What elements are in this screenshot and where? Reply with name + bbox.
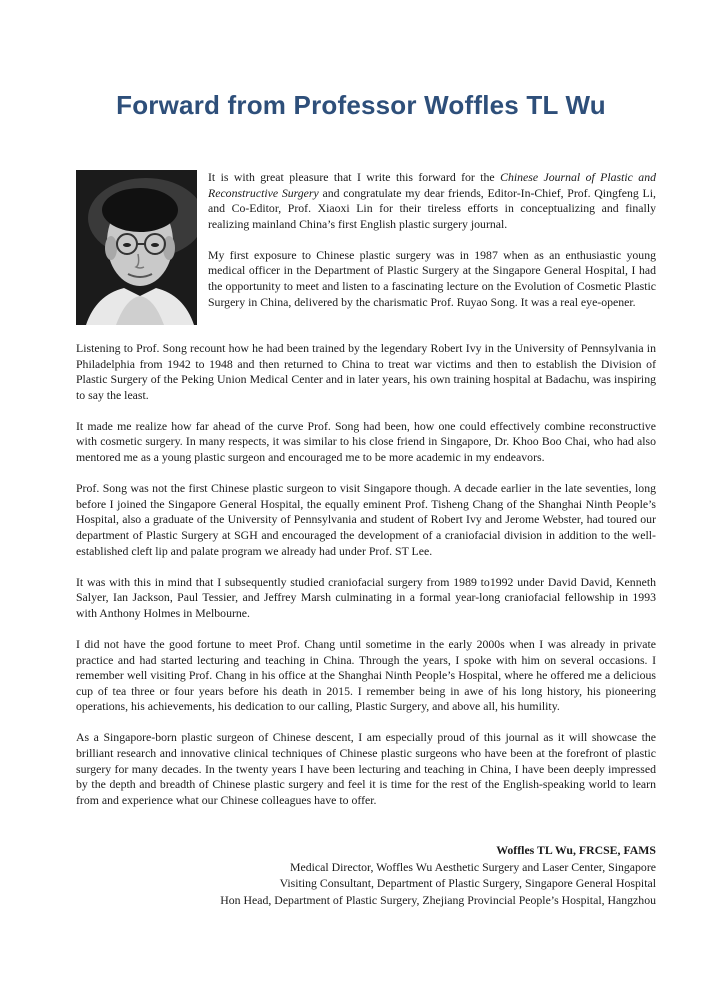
signature-block xyxy=(76,842,656,908)
page-title: Forward from Professor Woffles TL Wu xyxy=(116,90,606,120)
journal-title: Chinese Journal of Plastic and Reconstructive Surgery xyxy=(208,170,656,200)
author-affiliation: Visiting Consultant, Department of Plastic Surgery, Singapore General Hospital xyxy=(279,876,656,890)
paragraph: As a Singapore-born plastic surgeon of Chinese descent, I am especially proud of this journal as it will showcase the brilliant research and innovative clinical techniques of Chinese plastic surgeons who have been at the forefront of plastic surgery for many decades. In the twenty years I have been lecturing and teaching in China, I have been deeply impressed by the depth and breadth of Chinese plastic surgery and feel it is time for the rest of the English-speaking world to learn from and experience what our Chinese colleagues have to offer. xyxy=(76,730,656,807)
intro-text xyxy=(208,170,656,326)
paragraph: My first exposure to Chinese plastic surgery was in 1987 when as an enthusiastic young medical officer in the Department of Plastic Surgery at the Singapore General Hospital, I had the opportunity to meet and listen to a fascinating lecture on the Evolution of Cosmetic Plastic Surgery in China, delivered by the charismatic Prof. Ruyao Song. It was a real eye-opener. xyxy=(208,247,656,309)
main-text xyxy=(76,341,656,824)
paragraph: It was with this in mind that I subsequently studied craniofacial surgery from 1989 to1992 under David David, Kenneth Salyer, Ian Jackson, Paul Tessier, and Jeffrey Marsh culminating in a formal year-long craniofacial fellowship in 1993 with Anthony Holmes in Melbourne. xyxy=(76,574,656,620)
paragraph-text: and congratulate my dear friends, Editor-In-Chief, Prof. Qingfeng Li, and Co-Editor, Prof. Xiaoxi Lin for their tireless efforts in conceptualizing and finally realizing mainland China’s first English plastic surgery journal. xyxy=(208,185,656,231)
paragraph: I did not have the good fortune to meet Prof. Chang until sometime in the early 2000s when I was already in private practice and had started lecturing and teaching in China. Through the years, I spoke with him on several occasions. I remember well visiting Prof. Chang in his office at the Shanghai Ninth People’s Hospital, where he offered me a delicious cup of tea three or four years before his death in 2015. I remember being in awe of his long history, his pioneering operations, his achievements, his dedication to our calling, Plastic Surgery, and above all, his humility. xyxy=(76,636,656,714)
paragraph xyxy=(208,170,656,232)
paragraph: It made me realize how far ahead of the curve Prof. Song had been, how one could effectively combine reconstructive with cosmetic surgery. In many respects, it was similar to his close friend in Singapore, Dr. Khoo Boo Chai, who had also mentored me as a young plastic surgeon and encouraged me to be more academic in my endeavors. xyxy=(76,418,656,465)
author-portrait-image xyxy=(76,170,197,325)
paragraph-text: It is with great pleasure that I write this forward for the xyxy=(208,170,501,184)
author-affiliation: Hon Head, Department of Plastic Surgery, Zhejiang Provincial People’s Hospital, Hangzhou xyxy=(220,892,656,907)
author-affiliation: Medical Director, Woffles Wu Aesthetic Surgery and Laser Center, Singapore xyxy=(290,859,656,874)
author-name: Woffles TL Wu, FRCSE, FAMS xyxy=(496,843,656,857)
author-portrait xyxy=(76,170,197,325)
paragraph: Listening to Prof. Song recount how he had been trained by the legendary Robert Ivy in the University of Pennsylvania in Philadelphia from 1942 to 1948 and then returned to China to treat war victims and then to establish the Division of Plastic Surgery of the Peking Union Medical Center and in later years, his own training hospital at Badachu, was inspiring to say the least. xyxy=(76,341,656,402)
paragraph: Prof. Song was not the first Chinese plastic surgeon to visit Singapore though. A decade earlier in the late seventies, long before I joined the Singapore General Hospital, the equally eminent Prof. Tisheng Chang of the Shanghai Ninth People’s Hospital, also a graduate of the University of Pennsylvania and student of Robert Ivy and Jerome Webster, had toured our department of Plastic Surgery at SGH and encouraged the development of a craniofacial division in addition to the well-established cleft lip and palate program we already had under Prof. ST Lee. xyxy=(76,481,656,558)
